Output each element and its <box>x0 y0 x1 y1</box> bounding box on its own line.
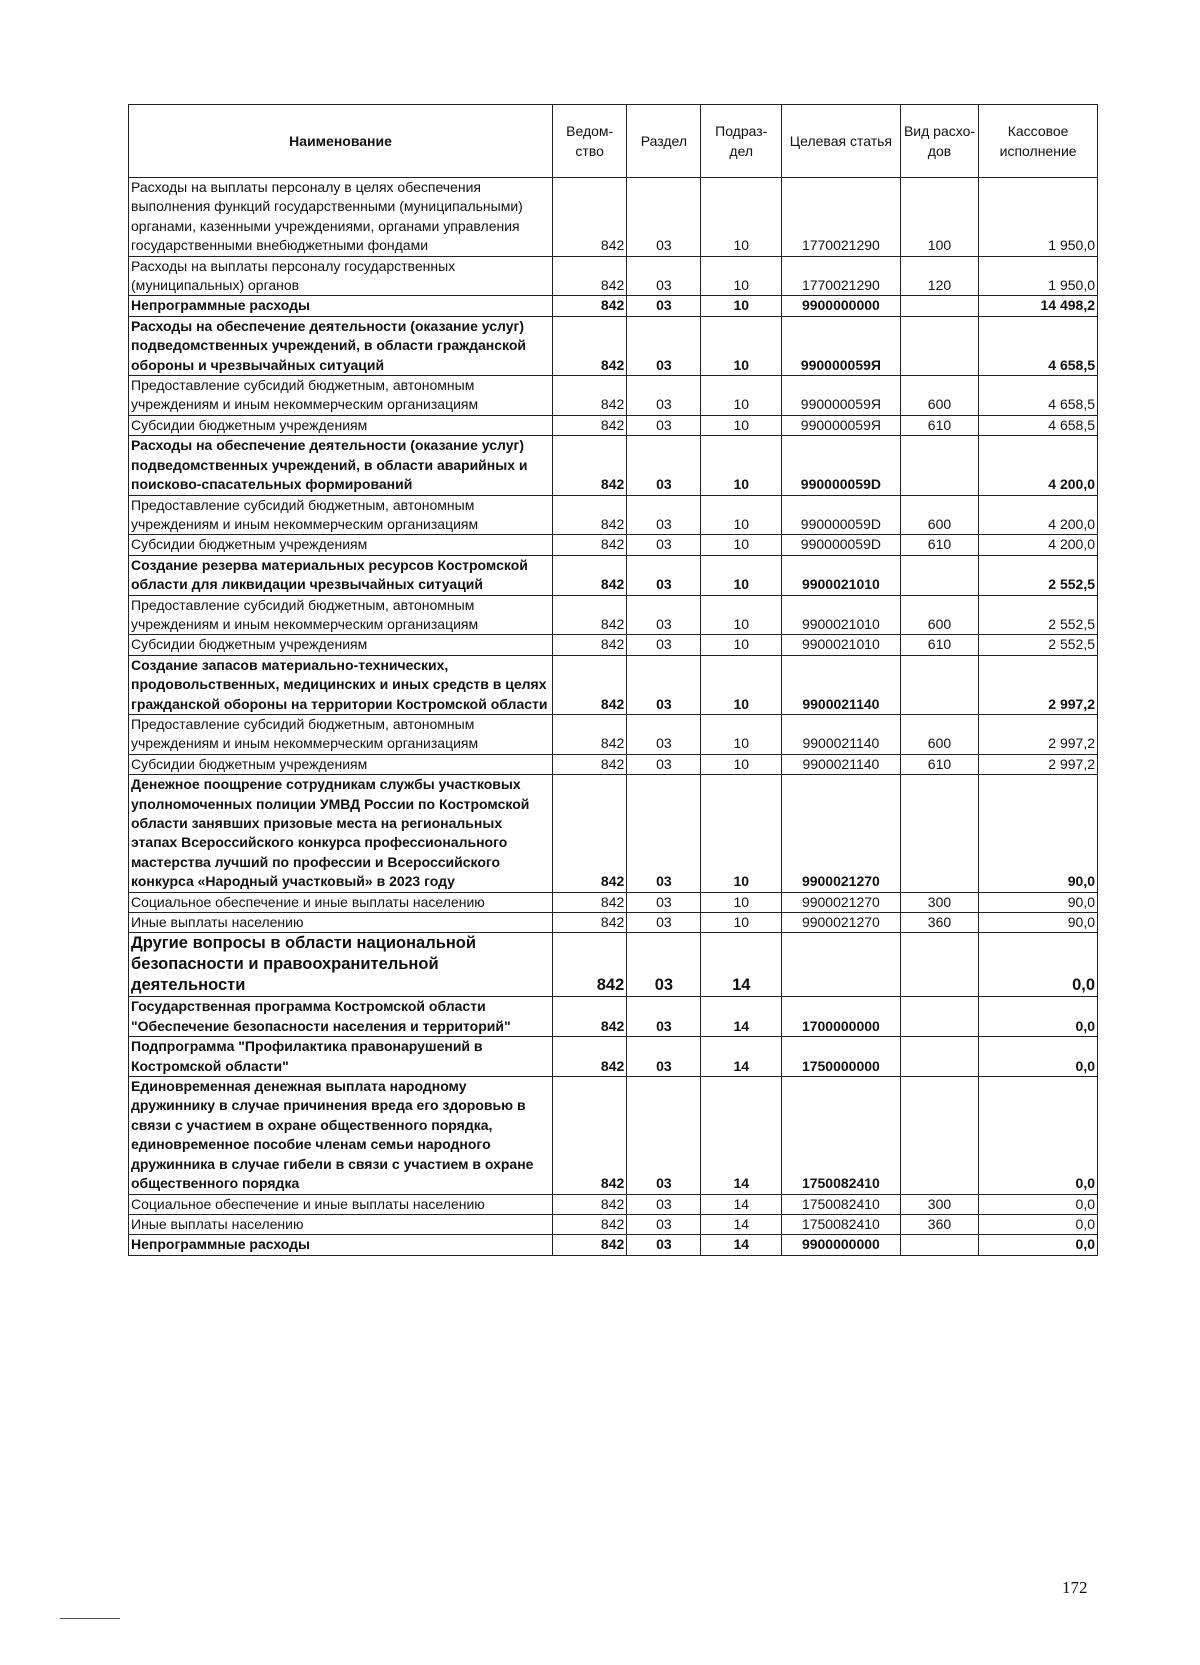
cell-kassa: 90,0 <box>979 775 1098 892</box>
cell-name: Единовременная денежная выплата народному дружиннику в случае причинения вреда его здоровью в связи с участием в охране общественного порядка, единовременное пособие членам семьи народного дружинника в случае гибели в связи с участием в охране общественного порядка <box>129 1077 553 1194</box>
cell-ved: 842 <box>553 178 627 257</box>
table-row <box>129 316 1098 375</box>
table-row <box>129 1214 1098 1234</box>
cell-vid <box>900 436 978 495</box>
cell-kassa: 2 997,2 <box>979 655 1098 714</box>
cell-razdel: 03 <box>627 1214 701 1234</box>
cell-name: Расходы на выплаты персоналу в целях обеспечения выполнения функций государственными (муниципальными) органами, казенными учреждениями, органами управления государственными внебюджетными фондами <box>129 178 553 257</box>
cell-kassa: 2 552,5 <box>979 555 1098 595</box>
cell-ved: 842 <box>553 376 627 416</box>
cell-razdel: 03 <box>627 635 701 655</box>
cell-podrazdel: 10 <box>701 436 782 495</box>
cell-kassa: 0,0 <box>979 1194 1098 1214</box>
cell-vid <box>900 296 978 316</box>
cell-vid: 610 <box>900 415 978 435</box>
cell-podrazdel: 10 <box>701 635 782 655</box>
cell-vid: 360 <box>900 1214 978 1234</box>
cell-kassa: 14 498,2 <box>979 296 1098 316</box>
cell-kassa: 0,0 <box>979 1214 1098 1234</box>
cell-podrazdel: 10 <box>701 256 782 296</box>
cell-kassa: 0,0 <box>979 1037 1098 1077</box>
header-kassa: Кассовое исполнение <box>979 105 1098 178</box>
cell-razdel: 03 <box>627 1235 701 1255</box>
cell-name: Расходы на обеспечение деятельности (оказание услуг) подведомственных учреждений, в области гражданской обороны и чрезвычайных ситуаций <box>129 316 553 375</box>
cell-celevaya: 1770021290 <box>782 256 901 296</box>
cell-vid: 600 <box>900 495 978 535</box>
cell-vid: 610 <box>900 535 978 555</box>
cell-kassa: 0,0 <box>979 933 1098 997</box>
cell-podrazdel: 10 <box>701 495 782 535</box>
cell-celevaya: 990000059D <box>782 436 901 495</box>
cell-razdel: 03 <box>627 555 701 595</box>
budget-table <box>128 104 1098 1256</box>
cell-vid: 610 <box>900 635 978 655</box>
cell-razdel: 03 <box>627 1077 701 1194</box>
cell-celevaya: 1770021290 <box>782 178 901 257</box>
cell-podrazdel: 10 <box>701 892 782 912</box>
footer-rule <box>60 1618 120 1619</box>
cell-vid: 600 <box>900 595 978 635</box>
cell-celevaya: 990000059Я <box>782 376 901 416</box>
cell-podrazdel: 10 <box>701 754 782 774</box>
header-celevaya: Целевая статья <box>782 105 901 178</box>
cell-podrazdel: 10 <box>701 775 782 892</box>
cell-celevaya: 9900021270 <box>782 913 901 933</box>
cell-podrazdel: 14 <box>701 1077 782 1194</box>
cell-celevaya <box>782 933 901 997</box>
cell-podrazdel: 14 <box>701 1037 782 1077</box>
cell-name: Государственная программа Костромской области "Обеспечение безопасности населения и территорий" <box>129 997 553 1037</box>
cell-celevaya: 9900021010 <box>782 635 901 655</box>
cell-ved: 842 <box>553 754 627 774</box>
budget-sheet <box>128 104 1098 1256</box>
cell-celevaya: 9900021140 <box>782 655 901 714</box>
cell-celevaya: 9900021010 <box>782 595 901 635</box>
cell-podrazdel: 14 <box>701 997 782 1037</box>
table-row <box>129 376 1098 416</box>
cell-ved: 842 <box>553 913 627 933</box>
cell-kassa: 0,0 <box>979 1077 1098 1194</box>
cell-kassa: 4 200,0 <box>979 436 1098 495</box>
table-body <box>129 178 1098 1256</box>
cell-kassa: 90,0 <box>979 913 1098 933</box>
cell-name: Предоставление субсидий бюджетным, автономным учреждениям и иным некоммерческим организациям <box>129 495 553 535</box>
table-row <box>129 178 1098 257</box>
cell-celevaya: 990000059D <box>782 535 901 555</box>
cell-ved: 842 <box>553 775 627 892</box>
cell-podrazdel: 14 <box>701 1214 782 1234</box>
cell-podrazdel: 10 <box>701 178 782 257</box>
cell-name: Социальное обеспечение и иные выплаты населению <box>129 892 553 912</box>
cell-name: Создание резерва материальных ресурсов Костромской области для ликвидации чрезвычайных ситуаций <box>129 555 553 595</box>
table-row <box>129 775 1098 892</box>
cell-podrazdel: 10 <box>701 296 782 316</box>
cell-ved: 842 <box>553 436 627 495</box>
cell-celevaya: 1700000000 <box>782 997 901 1037</box>
cell-kassa: 4 658,5 <box>979 316 1098 375</box>
table-row <box>129 535 1098 555</box>
cell-celevaya: 990000059Я <box>782 316 901 375</box>
cell-vid: 600 <box>900 376 978 416</box>
page-number: 172 <box>1062 1578 1088 1597</box>
cell-podrazdel: 14 <box>701 1235 782 1255</box>
cell-celevaya: 9900000000 <box>782 296 901 316</box>
header-name: Наименование <box>129 105 553 178</box>
cell-ved: 842 <box>553 635 627 655</box>
cell-vid <box>900 316 978 375</box>
cell-ved: 842 <box>553 1037 627 1077</box>
cell-name: Создание запасов материально-технических, продовольственных, медицинских и иных средств в целях гражданской обороны на территории Костромской области <box>129 655 553 714</box>
cell-name: Подпрограмма "Профилактика правонарушений в Костромской области" <box>129 1037 553 1077</box>
cell-kassa: 4 200,0 <box>979 535 1098 555</box>
cell-razdel: 03 <box>627 178 701 257</box>
cell-name: Социальное обеспечение и иные выплаты населению <box>129 1194 553 1214</box>
cell-ved: 842 <box>553 1235 627 1255</box>
cell-podrazdel: 10 <box>701 415 782 435</box>
table-row <box>129 892 1098 912</box>
table-row <box>129 913 1098 933</box>
cell-vid: 100 <box>900 178 978 257</box>
cell-celevaya: 1750000000 <box>782 1037 901 1077</box>
cell-kassa: 1 950,0 <box>979 256 1098 296</box>
cell-ved: 842 <box>553 655 627 714</box>
cell-vid: 360 <box>900 913 978 933</box>
table-row <box>129 296 1098 316</box>
cell-razdel: 03 <box>627 256 701 296</box>
cell-vid <box>900 775 978 892</box>
cell-ved: 842 <box>553 997 627 1037</box>
cell-podrazdel: 10 <box>701 535 782 555</box>
cell-ved: 842 <box>553 296 627 316</box>
table-row <box>129 714 1098 754</box>
cell-kassa: 0,0 <box>979 1235 1098 1255</box>
cell-razdel: 03 <box>627 535 701 555</box>
cell-podrazdel: 10 <box>701 595 782 635</box>
cell-razdel: 03 <box>627 595 701 635</box>
cell-vid <box>900 1037 978 1077</box>
table-row <box>129 495 1098 535</box>
cell-razdel: 03 <box>627 892 701 912</box>
cell-name: Субсидии бюджетным учреждениям <box>129 754 553 774</box>
cell-ved: 842 <box>553 495 627 535</box>
cell-podrazdel: 10 <box>701 655 782 714</box>
table-row <box>129 1235 1098 1255</box>
cell-vid: 300 <box>900 892 978 912</box>
table-row <box>129 655 1098 714</box>
cell-kassa: 2 552,5 <box>979 635 1098 655</box>
cell-kassa: 4 200,0 <box>979 495 1098 535</box>
header-vid: Вид расхо-дов <box>900 105 978 178</box>
cell-celevaya: 9900000000 <box>782 1235 901 1255</box>
cell-ved: 842 <box>553 1214 627 1234</box>
cell-vid <box>900 655 978 714</box>
cell-podrazdel: 14 <box>701 1194 782 1214</box>
cell-ved: 842 <box>553 535 627 555</box>
table-row <box>129 256 1098 296</box>
cell-name: Непрограммные расходы <box>129 296 553 316</box>
cell-razdel: 03 <box>627 714 701 754</box>
cell-name: Денежное поощрение сотрудникам службы участковых уполномоченных полиции УМВД России по Костромской области занявших призовые места на региональных этапах Всероссийского конкурса профессионального мастерства лучший по профессии и Всероссийского конкурса «Народный участковый» в 2023 году <box>129 775 553 892</box>
cell-name: Субсидии бюджетным учреждениям <box>129 415 553 435</box>
cell-razdel: 03 <box>627 913 701 933</box>
cell-razdel: 03 <box>627 436 701 495</box>
cell-razdel: 03 <box>627 997 701 1037</box>
table-row <box>129 754 1098 774</box>
cell-ved: 842 <box>553 1077 627 1194</box>
cell-name: Расходы на выплаты персоналу государственных (муниципальных) органов <box>129 256 553 296</box>
cell-name: Предоставление субсидий бюджетным, автономным учреждениям и иным некоммерческим организациям <box>129 376 553 416</box>
cell-podrazdel: 10 <box>701 376 782 416</box>
cell-celevaya: 1750082410 <box>782 1194 901 1214</box>
table-row <box>129 1194 1098 1214</box>
cell-ved: 842 <box>553 415 627 435</box>
cell-vid: 610 <box>900 754 978 774</box>
table-row <box>129 997 1098 1037</box>
cell-ved: 842 <box>553 555 627 595</box>
cell-ved: 842 <box>553 933 627 997</box>
cell-vid <box>900 555 978 595</box>
cell-ved: 842 <box>553 256 627 296</box>
cell-name: Иные выплаты населению <box>129 913 553 933</box>
cell-kassa: 4 658,5 <box>979 415 1098 435</box>
table-row <box>129 595 1098 635</box>
cell-ved: 842 <box>553 595 627 635</box>
header-razdel: Раздел <box>627 105 701 178</box>
cell-ved: 842 <box>553 1194 627 1214</box>
cell-razdel: 03 <box>627 655 701 714</box>
cell-razdel: 03 <box>627 775 701 892</box>
cell-podrazdel: 10 <box>701 316 782 375</box>
cell-kassa: 0,0 <box>979 997 1098 1037</box>
cell-razdel: 03 <box>627 415 701 435</box>
cell-celevaya: 9900021270 <box>782 892 901 912</box>
cell-podrazdel: 14 <box>701 933 782 997</box>
cell-vid <box>900 1235 978 1255</box>
table-row <box>129 415 1098 435</box>
cell-celevaya: 9900021140 <box>782 714 901 754</box>
cell-name: Предоставление субсидий бюджетным, автономным учреждениям и иным некоммерческим организациям <box>129 714 553 754</box>
table-row <box>129 555 1098 595</box>
cell-vid <box>900 997 978 1037</box>
cell-vid: 300 <box>900 1194 978 1214</box>
cell-razdel: 03 <box>627 376 701 416</box>
cell-vid <box>900 933 978 997</box>
cell-razdel: 03 <box>627 316 701 375</box>
cell-celevaya: 9900021010 <box>782 555 901 595</box>
cell-ved: 842 <box>553 892 627 912</box>
cell-razdel: 03 <box>627 933 701 997</box>
cell-celevaya: 9900021270 <box>782 775 901 892</box>
cell-podrazdel: 10 <box>701 913 782 933</box>
cell-celevaya: 990000059D <box>782 495 901 535</box>
cell-razdel: 03 <box>627 1194 701 1214</box>
cell-vid: 600 <box>900 714 978 754</box>
cell-name: Субсидии бюджетным учреждениям <box>129 635 553 655</box>
cell-kassa: 2 552,5 <box>979 595 1098 635</box>
cell-kassa: 90,0 <box>979 892 1098 912</box>
table-header-row <box>129 105 1098 178</box>
cell-name: Другие вопросы в области национальной безопасности и правоохранительной деятельности <box>129 933 553 997</box>
table-row <box>129 1037 1098 1077</box>
cell-name: Субсидии бюджетным учреждениям <box>129 535 553 555</box>
cell-celevaya: 1750082410 <box>782 1214 901 1234</box>
cell-celevaya: 990000059Я <box>782 415 901 435</box>
cell-razdel: 03 <box>627 495 701 535</box>
header-ved: Ведом-ство <box>553 105 627 178</box>
cell-vid <box>900 1077 978 1194</box>
cell-razdel: 03 <box>627 296 701 316</box>
cell-razdel: 03 <box>627 1037 701 1077</box>
cell-ved: 842 <box>553 316 627 375</box>
cell-podrazdel: 10 <box>701 555 782 595</box>
cell-kassa: 2 997,2 <box>979 754 1098 774</box>
header-podrazdel: Подраз-дел <box>701 105 782 178</box>
cell-ved: 842 <box>553 714 627 754</box>
table-row <box>129 635 1098 655</box>
cell-kassa: 4 658,5 <box>979 376 1098 416</box>
table-row <box>129 1077 1098 1194</box>
cell-podrazdel: 10 <box>701 714 782 754</box>
cell-name: Расходы на обеспечение деятельности (оказание услуг) подведомственных учреждений, в области аварийных и поисково-спасательных формирований <box>129 436 553 495</box>
cell-name: Предоставление субсидий бюджетным, автономным учреждениям и иным некоммерческим организациям <box>129 595 553 635</box>
cell-kassa: 1 950,0 <box>979 178 1098 257</box>
cell-vid: 120 <box>900 256 978 296</box>
cell-kassa: 2 997,2 <box>979 714 1098 754</box>
table-row <box>129 436 1098 495</box>
cell-name: Непрограммные расходы <box>129 1235 553 1255</box>
cell-razdel: 03 <box>627 754 701 774</box>
cell-celevaya: 1750082410 <box>782 1077 901 1194</box>
cell-name: Иные выплаты населению <box>129 1214 553 1234</box>
cell-celevaya: 9900021140 <box>782 754 901 774</box>
table-row <box>129 933 1098 997</box>
